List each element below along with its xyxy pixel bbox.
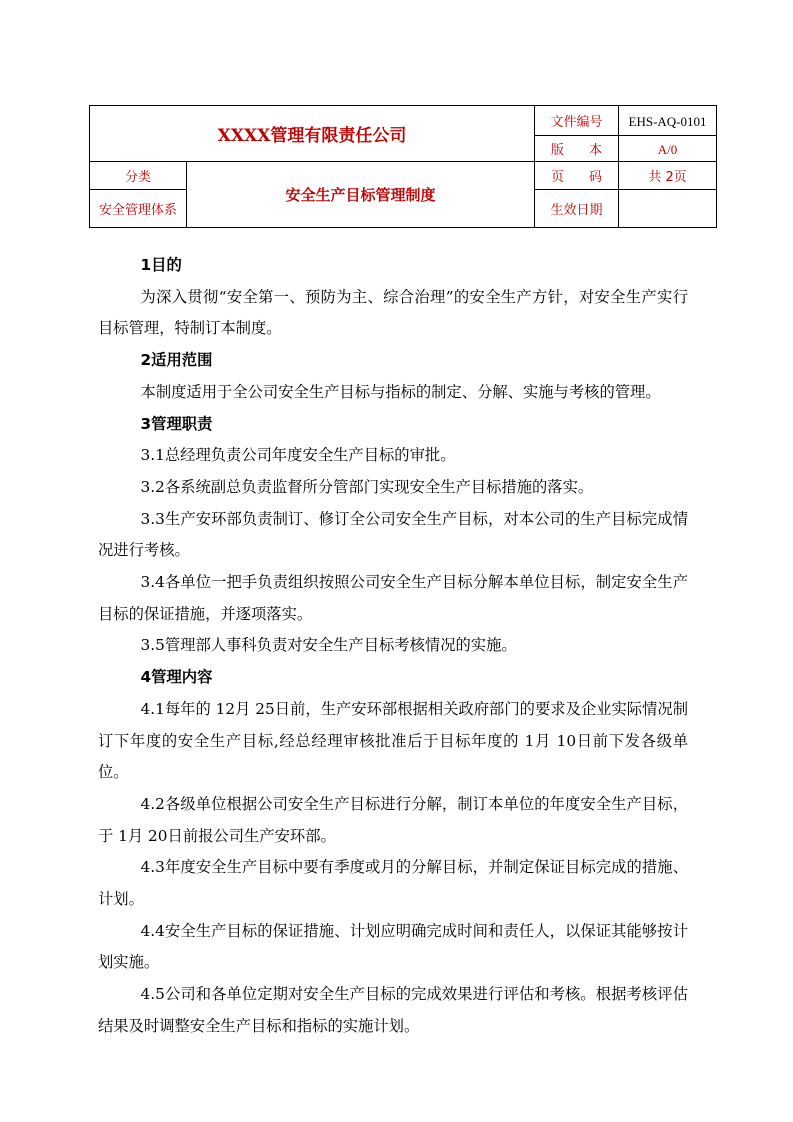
section-heading: 3管理职责 [140, 414, 213, 433]
version-label-cell [535, 136, 619, 162]
body-paragraph: 本制度适用于全公司安全生产目标与指标的制定、分解、实施与考核的管理。 [140, 382, 661, 401]
effective-date-label-cell [535, 189, 619, 227]
category-value-cell [90, 189, 187, 227]
document-header-table [89, 105, 717, 228]
effective-date-value-cell [619, 189, 717, 227]
body-paragraph: 3.3生产安环部负责制订、修订全公司安全生产目标，对本公司的生产目标完成情况进行考核。 [98, 509, 688, 560]
page-value-cell [619, 162, 717, 189]
page-label: 页 码 [551, 170, 602, 186]
body-paragraph: 4.1每年的 12月 25日前，生产安环部根据相关政府部门的要求及企业实际情况制订下年度的安全生产目标,经总经理审核批准后于目标年度的 1月 10日前下发各级单位。 [98, 699, 688, 782]
doc-title-cell [187, 162, 535, 228]
category-label: 分类 [124, 170, 151, 186]
effective-date-label: 生效日期 [550, 202, 603, 218]
page-value: 共 2页 [648, 170, 687, 186]
doc-number-value-cell [619, 106, 717, 136]
version-value-cell [619, 136, 717, 162]
doc-number-label-cell [535, 106, 619, 136]
document-body [98, 250, 688, 1043]
body-paragraph: 3.4各单位一把手负责组织按照公司安全生产目标分解本单位目标，制定安全生产目标的保证措施，并逐项落实。 [98, 573, 688, 623]
company-name: XXXX管理有限责任公司 [217, 126, 407, 147]
body-paragraph: 4.4安全生产目标的保证措施、计划应明确完成时间和责任人，以保证其能够按计划实施。 [98, 921, 688, 972]
body-paragraph: 4.3年度安全生产目标中要有季度或月的分解目标，并制定保证目标完成的措施、计划。 [98, 858, 688, 909]
page-label-cell [535, 162, 619, 189]
body-paragraph: 4.5公司和各单位定期对安全生产目标的完成效果进行评估和考核。根据考核评估结果及时调整安全生产目标和指标的实施计划。 [98, 985, 688, 1035]
section-heading: 2适用范围 [140, 351, 213, 370]
version-value: A/0 [657, 142, 678, 158]
body-paragraph: 3.5管理部人事科负责对安全生产目标考核情况的实施。 [140, 636, 517, 655]
doc-number-value: EHS-AQ-0101 [628, 114, 707, 130]
body-paragraph: 3.2各系统副总负责监督所分管部门实现安全生产目标措施的落实。 [140, 477, 594, 496]
doc-title: 安全生产目标管理制度 [285, 186, 436, 205]
doc-number-label: 文件编号 [550, 115, 603, 131]
category-label-cell [90, 162, 187, 189]
body-paragraph: 3.1总经理负责公司年度安全生产目标的审批。 [140, 446, 456, 465]
company-name-cell [90, 106, 535, 162]
category-value: 安全管理体系 [98, 202, 177, 218]
section-heading: 1目的 [140, 256, 182, 274]
body-paragraph: 为深入贯彻“安全第一、预防为主、综合治理”的安全生产方针，对安全生产实行目标管理，特制订本制度。 [98, 287, 688, 338]
body-paragraph: 4.2各级单位根据公司安全生产目标进行分解，制订本单位的年度安全生产目标，于 1月 20日前报公司生产安环部。 [98, 794, 688, 845]
version-label: 版 本 [551, 143, 602, 159]
section-heading: 4管理内容 [140, 668, 213, 687]
